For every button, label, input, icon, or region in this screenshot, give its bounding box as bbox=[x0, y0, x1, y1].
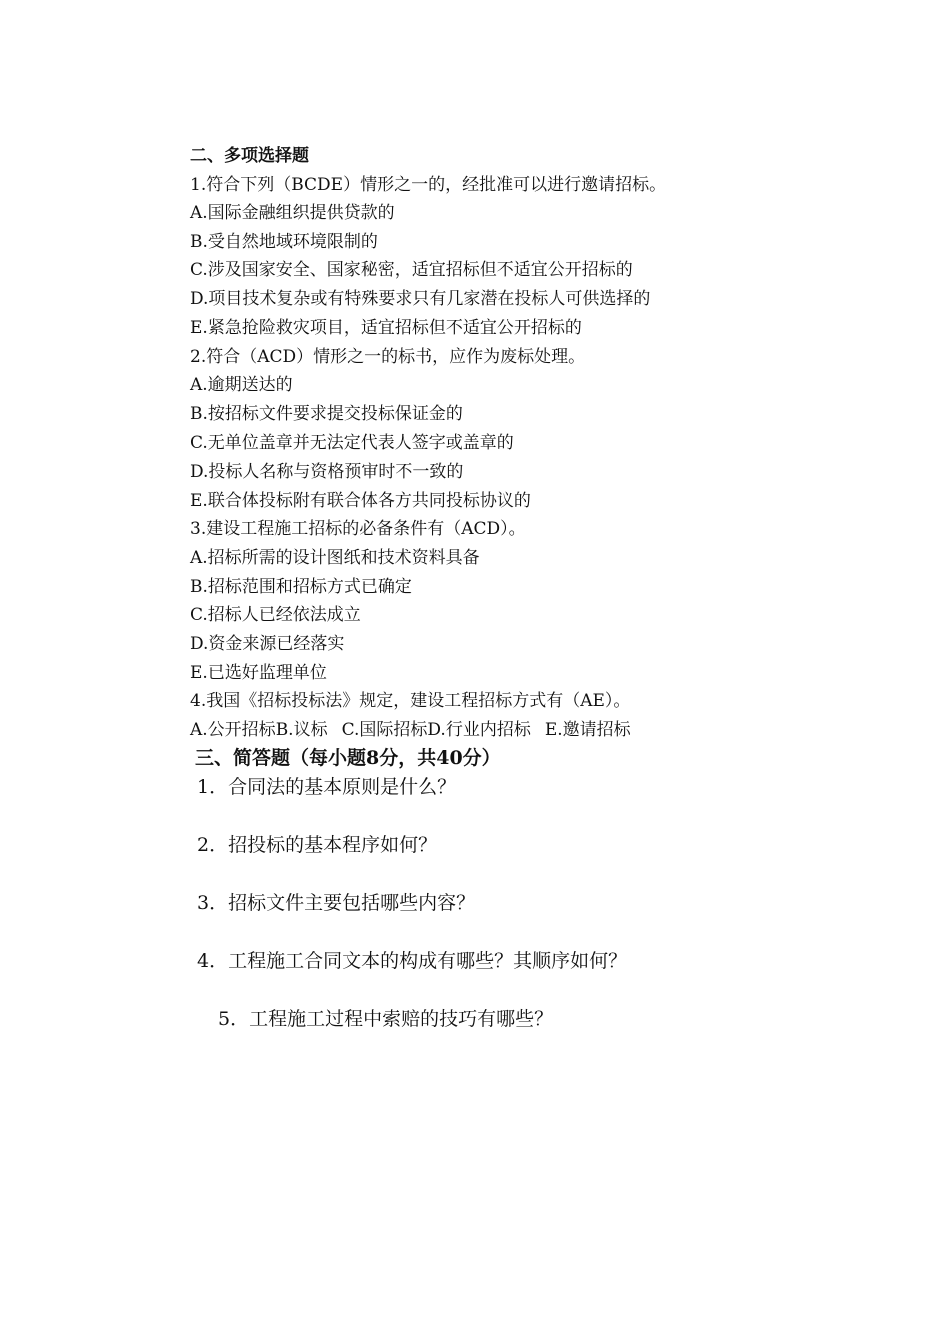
short-answer-question-5: 5．工程施工过程中索赔的技巧有哪些？ bbox=[218, 1008, 554, 1030]
question-1-option-e: E.紧急抢险救灾项目，适宜招标但不适宜公开招标的 bbox=[190, 318, 582, 338]
question-3-stem: 3.建设工程施工招标的必备条件有（ACD）。 bbox=[190, 519, 526, 539]
question-1-option-c: C.涉及国家安全、国家秘密，适宜招标但不适宜公开招标的 bbox=[190, 260, 633, 280]
question-1-option-d: D.项目技术复杂或有特殊要求只有几家潜在投标人可供选择的 bbox=[190, 289, 651, 309]
question-3-option-e: E.已选好监理单位 bbox=[190, 663, 327, 683]
question-1-option-b: B.受自然地域环境限制的 bbox=[190, 232, 378, 252]
section-title-multiple-choice: 二、多项选择题 bbox=[190, 146, 309, 166]
question-1-stem: 1.符合下列（BCDE）情形之一的，经批准可以进行邀请招标。 bbox=[190, 175, 667, 195]
question-4-options bbox=[190, 719, 631, 741]
section-title-short-answer: 三、简答题（每小题8分，共40分） bbox=[195, 747, 501, 769]
question-3-option-b: B.招标范围和招标方式已确定 bbox=[190, 577, 412, 597]
question-3-option-d: D.资金来源已经落实 bbox=[190, 634, 345, 654]
question-2-option-e: E.联合体投标附有联合体各方共同投标协议的 bbox=[190, 491, 531, 511]
question-3-option-c: C.招标人已经依法成立 bbox=[190, 605, 361, 625]
question-3-option-a: A.招标所需的设计图纸和技术资料具备 bbox=[190, 548, 480, 568]
question-2-stem: 2.符合（ACD）情形之一的标书，应作为废标处理。 bbox=[190, 347, 586, 367]
question-4-option-a: A.公开招标 bbox=[190, 720, 276, 740]
question-4-option-c: C.国际招标 bbox=[341, 720, 428, 740]
short-answer-question-4: 4．工程施工合同文本的构成有哪些？其顺序如何？ bbox=[197, 950, 628, 972]
question-2-option-a: A.逾期送达的 bbox=[190, 375, 293, 395]
question-1-option-a: A.国际金融组织提供贷款的 bbox=[190, 203, 395, 223]
question-2-option-b: B.按招标文件要求提交投标保证金的 bbox=[190, 404, 463, 424]
short-answer-question-3: 3．招标文件主要包括哪些内容？ bbox=[197, 892, 476, 914]
question-4-option-b: B.议标 bbox=[275, 720, 328, 740]
question-2-option-c: C.无单位盖章并无法定代表人签字或盖章的 bbox=[190, 433, 514, 453]
question-2-option-d: D.投标人名称与资格预审时不一致的 bbox=[190, 462, 464, 482]
question-4-option-d: D.行业内招标 bbox=[427, 720, 531, 740]
question-4-option-e: E.邀请招标 bbox=[544, 720, 631, 740]
question-4-stem: 4.我国《招标投标法》规定，建设工程招标方式有（AE）。 bbox=[190, 691, 631, 711]
short-answer-question-1: 1．合同法的基本原则是什么？ bbox=[197, 776, 457, 798]
short-answer-question-2: 2．招投标的基本程序如何？ bbox=[197, 834, 438, 856]
